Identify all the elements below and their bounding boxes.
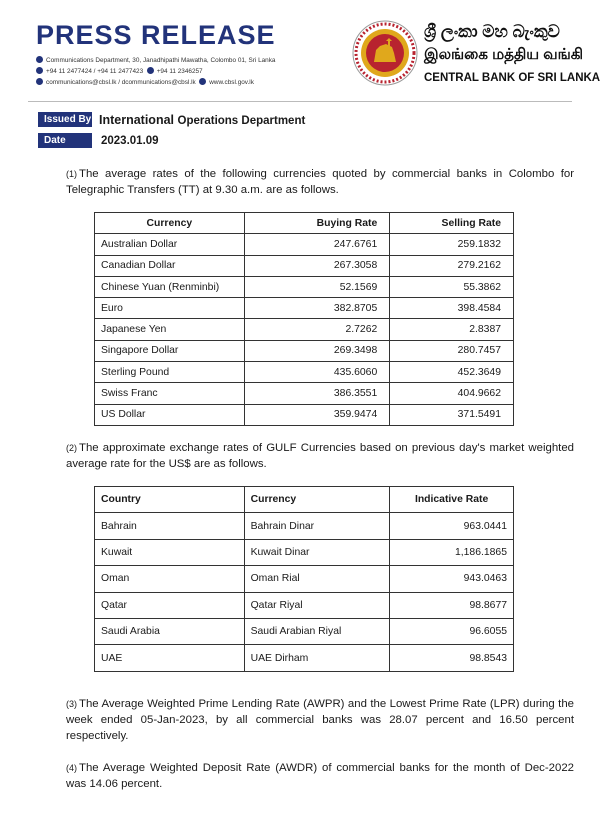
table-row (95, 383, 514, 404)
selling-rate-cell: 55.3862 (390, 276, 514, 297)
bank-name-tamil: இலங்கை மத்திய வங்கி (424, 46, 584, 63)
column-header: Currency (244, 487, 390, 513)
currency-cell: Canadian Dollar (95, 255, 245, 276)
column-header: Country (95, 487, 245, 513)
buying-rate-cell: 52.1569 (244, 276, 390, 297)
table-row (95, 298, 514, 319)
globe-icon (199, 78, 206, 85)
table-row (95, 276, 514, 297)
date-label: Date (38, 133, 92, 148)
currency-cell: US Dollar (95, 404, 245, 425)
table-row (95, 340, 514, 361)
paragraph-3: (3) The Average Weighted Prime Lending Rate (AWPR) and the Lowest Prime Rate (LPR) during the week ended 05-Jan-2023, by all commercial banks was 28.07 percent and 16.50 percent respectively. (66, 698, 574, 742)
table-row (95, 362, 514, 383)
currency-cell: Singapore Dollar (95, 340, 245, 361)
press-release-header (0, 0, 600, 100)
indicative-rate-cell: 98.8543 (390, 645, 514, 671)
date-value: 2023.01.09 (101, 135, 159, 147)
table-row (95, 618, 514, 644)
buying-rate-cell: 269.3498 (244, 340, 390, 361)
header-divider (28, 101, 572, 102)
selling-rate-cell: 404.9662 (390, 383, 514, 404)
buying-rate-cell: 386.3551 (244, 383, 390, 404)
buying-rate-cell: 359.9474 (244, 404, 390, 425)
table-row (95, 592, 514, 618)
currency-cell: Australian Dollar (95, 234, 245, 255)
currency-cell: Saudi Arabian Riyal (244, 618, 390, 644)
bank-name-sinhala: ශ්‍රී ලංකා මහ බැංකුව (424, 22, 560, 41)
table-row (95, 404, 514, 425)
phone-icon (36, 67, 43, 74)
bank-name-english: CENTRAL BANK OF SRI LANKA (424, 72, 600, 84)
currency-cell: Euro (95, 298, 245, 319)
table-row (95, 234, 514, 255)
paragraph-1: (1) The average rates of the following currencies quoted by commercial banks in Colombo for Telegraphic Transfers (TT) at 9.30 a.m. are as follows. (66, 168, 574, 196)
currency-cell: Oman Rial (244, 566, 390, 592)
email-icon (36, 78, 43, 85)
column-header: Indicative Rate (390, 487, 514, 513)
table-header-row (95, 213, 514, 234)
currency-cell: Bahrain Dinar (244, 513, 390, 539)
country-cell: Saudi Arabia (95, 618, 245, 644)
paragraph-4: (4) The Average Weighted Deposit Rate (AWDR) of commercial banks for the month of Dec-2022 was 14.06 percent. (66, 762, 574, 790)
country-cell: Qatar (95, 592, 245, 618)
indicative-rate-cell: 1,186.1865 (390, 539, 514, 565)
press-release-title: PRESS RELEASE (36, 20, 276, 50)
indicative-rate-cell: 963.0441 (390, 513, 514, 539)
building-icon (36, 56, 43, 63)
tt-rates-table (94, 212, 514, 426)
buying-rate-cell: 2.7262 (244, 319, 390, 340)
selling-rate-cell: 452.3649 (390, 362, 514, 383)
selling-rate-cell: 280.7457 (390, 340, 514, 361)
currency-cell: Japanese Yen (95, 319, 245, 340)
contact-address: Communications Department, 30, Janadhipathi Mawatha, Colombo 01, Sri Lanka (36, 56, 275, 64)
indicative-rate-cell: 98.8677 (390, 592, 514, 618)
contact-phone: +94 11 2477424 / +94 11 2477423 +94 11 2346257 (36, 67, 203, 75)
currency-cell: UAE Dirham (244, 645, 390, 671)
table-row (95, 513, 514, 539)
selling-rate-cell: 371.5491 (390, 404, 514, 425)
gulf-rates-table (94, 486, 514, 672)
currency-cell: Chinese Yuan (Renminbi) (95, 276, 245, 297)
selling-rate-cell: 279.2162 (390, 255, 514, 276)
table-row (95, 566, 514, 592)
issued-by-label: Issued By (38, 112, 92, 127)
table-row (95, 319, 514, 340)
buying-rate-cell: 382.8705 (244, 298, 390, 319)
currency-cell: Swiss Franc (95, 383, 245, 404)
column-header: Currency (95, 213, 245, 234)
selling-rate-cell: 398.4584 (390, 298, 514, 319)
country-cell: Kuwait (95, 539, 245, 565)
country-cell: UAE (95, 645, 245, 671)
currency-cell: Qatar Riyal (244, 592, 390, 618)
table-row (95, 645, 514, 671)
column-header: Selling Rate (390, 213, 514, 234)
indicative-rate-cell: 943.0463 (390, 566, 514, 592)
fax-icon (147, 67, 154, 74)
indicative-rate-cell: 96.6055 (390, 618, 514, 644)
buying-rate-cell: 247.6761 (244, 234, 390, 255)
table-row (95, 255, 514, 276)
buying-rate-cell: 435.6060 (244, 362, 390, 383)
paragraph-2: (2) The approximate exchange rates of GULF Currencies based on previous day's market weighted average rate for the US$ are as follows. (66, 442, 574, 470)
table-header-row (95, 487, 514, 513)
country-cell: Oman (95, 566, 245, 592)
currency-cell: Kuwait Dinar (244, 539, 390, 565)
central-bank-seal-icon (352, 20, 418, 86)
issued-by-value: International Operations Department (99, 113, 306, 127)
currency-cell: Sterling Pound (95, 362, 245, 383)
buying-rate-cell: 267.3058 (244, 255, 390, 276)
selling-rate-cell: 259.1832 (390, 234, 514, 255)
table-row (95, 539, 514, 565)
selling-rate-cell: 2.8387 (390, 319, 514, 340)
contact-email: communications@cbsl.lk / dcommunications@cbsl.lk www.cbsl.gov.lk (36, 78, 254, 86)
country-cell: Bahrain (95, 513, 245, 539)
column-header: Buying Rate (244, 213, 390, 234)
